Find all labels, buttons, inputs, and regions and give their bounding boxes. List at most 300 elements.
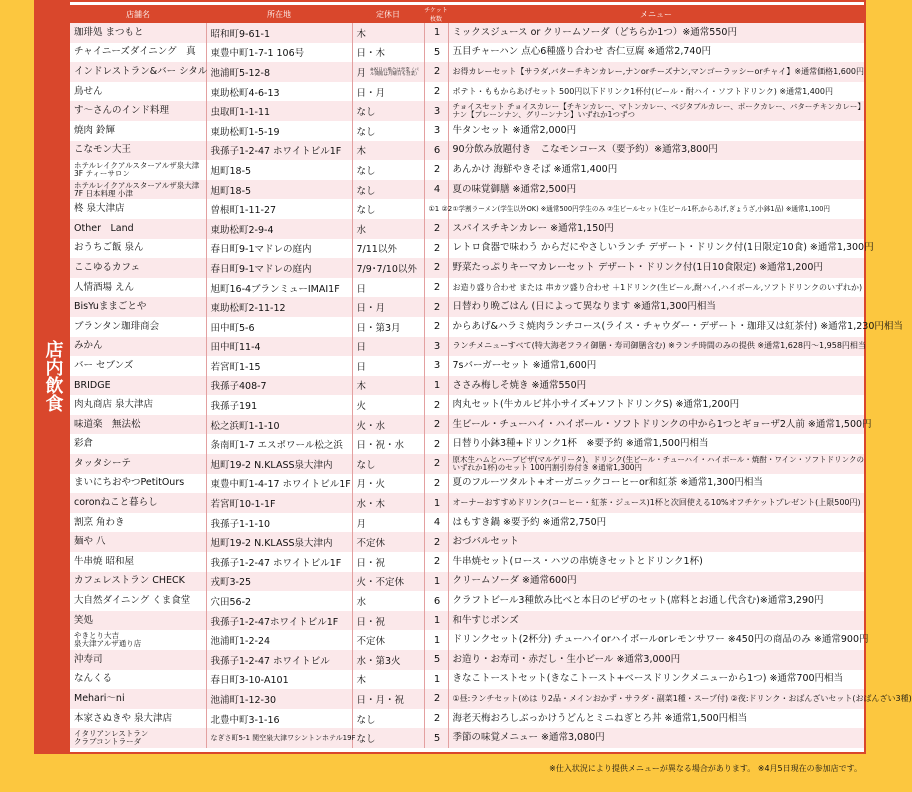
shop-address: 戎町3-25 — [206, 572, 352, 592]
shop-name-cell — [70, 376, 206, 396]
closed-day-text: 火 — [356, 401, 367, 413]
shop-name-cell — [70, 670, 206, 690]
shop-address: 旭町16-4ブランミューIMAI1F — [206, 278, 352, 298]
header-closed: 定休日 — [352, 5, 424, 23]
shop-name: 本家さぬきや 泉大津店 — [74, 712, 173, 724]
shop-name-cell — [70, 356, 206, 376]
table-row — [70, 62, 864, 82]
ticket-count: 2 — [424, 278, 448, 298]
menu-text: 夏の味覚御膳 ※通常2,500円 — [452, 183, 577, 195]
shop-name: カフェレストラン CHECK — [74, 575, 185, 587]
menu-cell — [448, 317, 903, 337]
shop-name: 肉丸商店 泉大津店 — [74, 399, 154, 411]
shop-address: 我孫子191 — [206, 395, 352, 415]
shop-address: 田中町11-4 — [206, 337, 352, 357]
shop-address: 田中町5-6 — [206, 317, 352, 337]
ticket-count: 6 — [424, 591, 448, 611]
closed-day-text: なし — [356, 205, 376, 217]
menu-text: お造り盛り合わせ または 串カツ盛り合わせ ＋1ドリンク(生ビール,酎ハイ,ハイボール,ソフトドリンクのいずれか) — [452, 282, 863, 292]
shop-closed-day — [352, 513, 424, 533]
table-row — [70, 630, 864, 650]
shop-address: 東助松町2-9-4 — [206, 219, 352, 239]
menu-text: からあげ&ハラミ焼肉ランチコース(ライス・チャウダー・デザート・珈琲又は紅茶付) ※通常1,230円相当 — [452, 320, 903, 332]
shop-address: 昭和町9-61-1 — [206, 23, 352, 43]
shop-name-cell — [70, 278, 206, 298]
shop-name-cell — [70, 219, 206, 239]
menu-text: 肉丸セット(牛カルビ丼小サイズ+ソフトドリンクS) ※通常1,200円 — [452, 399, 740, 411]
menu-cell — [448, 415, 872, 435]
closed-day-text: 木 — [356, 675, 367, 687]
menu-text: 日替り小鉢3種+ドリンク1杯 ※要予約 ※通常1,500円相当 — [452, 438, 709, 450]
menu-text: 生ビール・チューハイ・ハイボール・ソフトドリンクの中から1つとギョーザ2人前 ※通常1,500円 — [452, 418, 872, 430]
menu-cell — [448, 611, 864, 631]
menu-cell — [448, 591, 864, 611]
table-row — [70, 82, 864, 102]
shop-name: 大自然ダイニング くま食堂 — [74, 595, 191, 607]
shop-address: 春日町9-1マドレの庭内 — [206, 258, 352, 278]
menu-text: ミックスジュース or クリームソーダ（どちらか1つ）※通常550円 — [452, 26, 737, 38]
shop-name-cell — [70, 434, 206, 454]
shop-name: ホテルレイクアルスターアルザ泉大津 — [74, 180, 200, 190]
closed-day-text: 日・月・祝 — [356, 694, 405, 706]
shop-closed-day — [352, 160, 424, 180]
menu-text: ①昼:ランチセット(めは り2品・メインおかず・サラダ・副菜1種・スープ付) ②夜:ドリンク・おばんざいセット(おばんざい3種) — [452, 694, 912, 703]
shop-closed-day — [352, 493, 424, 513]
shop-address: 若宮町10-1-1F — [206, 493, 352, 513]
ticket-count: 1 — [424, 611, 448, 631]
ticket-count: 2 — [424, 454, 448, 474]
ticket-count: 3 — [424, 356, 448, 376]
menu-text: 野菜たっぷりキーマカレーセット デザート・ドリンク付(1日10食限定) ※通常1,200円 — [452, 261, 823, 273]
section-label: 店内飲食 — [42, 340, 64, 412]
menu-cell — [448, 670, 864, 690]
closed-day-text: なし — [356, 165, 376, 177]
shop-closed-day — [352, 591, 424, 611]
ticket-count: 3 — [424, 337, 448, 357]
shop-name: インドレストラン&バー シタル — [74, 66, 208, 77]
shop-name-cell — [70, 180, 206, 200]
ticket-count: 2 — [424, 239, 448, 259]
shop-closed-day — [352, 376, 424, 396]
closed-day-text: 木 — [356, 28, 367, 40]
menu-text: ①学割ラーメン(学生以外OK) ※通常500円学生のみ ②生ビールセット(生ビール1杯,からあげ,ぎょうざ,小鉢1品) ※通常1,100円 — [452, 205, 831, 214]
shop-name: 沖寿司 — [74, 653, 103, 665]
shop-name-cell — [70, 239, 206, 259]
menu-cell — [448, 728, 864, 748]
shop-name-cell — [70, 121, 206, 141]
ticket-count: 2 — [424, 62, 448, 82]
ticket-count: 5 — [424, 728, 448, 748]
shop-address: 旭町19-2 N.KLASS泉大津内 — [206, 454, 352, 474]
shop-name-line2: クラブコントラーダ — [74, 737, 142, 747]
ticket-count: 1 — [424, 493, 448, 513]
table-row — [70, 317, 864, 337]
shop-list-panel — [34, 0, 912, 754]
shop-closed-day — [352, 650, 424, 670]
table-row — [70, 434, 864, 454]
shop-name-cell — [70, 258, 206, 278]
shop-name-cell — [70, 337, 206, 357]
table-row — [70, 395, 864, 415]
shop-name-cell — [70, 513, 206, 533]
shop-name-cell — [70, 82, 206, 102]
menu-text: はもすき鍋 ※要予約 ※通常2,750円 — [452, 516, 607, 528]
ticket-count: 1 — [424, 670, 448, 690]
shop-name-cell — [70, 474, 206, 494]
shop-address: 旭町19-2 N.KLASS泉大津内 — [206, 532, 352, 552]
table-row — [70, 278, 864, 298]
shop-address: 条南町1-7 エスポワール松之浜 — [206, 434, 352, 454]
shop-closed-day — [352, 258, 424, 278]
header-name: 店舗名 — [70, 5, 206, 23]
ticket-count: 3 — [424, 121, 448, 141]
menu-text-line2: ナン【プレーンナン、グリーンナン】いずれか1つずつ — [452, 110, 635, 120]
table-row — [70, 532, 864, 552]
closed-day-text: 水・木 — [356, 499, 386, 511]
shop-closed-day — [352, 121, 424, 141]
menu-cell — [448, 121, 864, 141]
menu-cell — [448, 180, 864, 200]
header-address: 所在地 — [206, 5, 352, 23]
closed-day-text: 7/11以外 — [356, 244, 397, 256]
menu-cell — [448, 82, 864, 102]
table-row — [70, 141, 864, 161]
closed-day-text: 日・祝・水 — [356, 440, 405, 452]
shop-name-cell — [70, 160, 206, 180]
shop-name: 牛串焼 昭和屋 — [74, 555, 135, 567]
shop-address: 我孫子1-2-47ホワイトビル1F — [206, 611, 352, 631]
menu-cell — [448, 572, 864, 592]
table-row — [70, 43, 864, 63]
ticket-count: 2 — [424, 219, 448, 239]
menu-cell — [448, 199, 864, 219]
table-row — [70, 572, 864, 592]
table-row — [70, 591, 864, 611]
shop-closed-day — [352, 278, 424, 298]
shop-name: 彩倉 — [74, 438, 94, 450]
closed-day-text: 火・不定休 — [356, 577, 405, 589]
menu-cell — [448, 219, 864, 239]
shop-name-cell — [70, 591, 206, 611]
shop-name: 味道楽 無法松 — [74, 418, 141, 430]
menu-text: レトロ食器で味わう からだにやさしいランチ デザート・ドリンク付(1日限定10食) ※通常1,300円 — [452, 242, 874, 254]
shop-closed-day — [352, 23, 424, 43]
menu-text: ドリンクセット(2杯分) チューハイorハイボールorレモンサワー ※450円の商品のみ ※通常900円 — [452, 634, 869, 646]
ticket-count: 2 — [424, 434, 448, 454]
shop-name: coronねこと暮らし — [74, 497, 158, 509]
menu-text: 7sバーガーセット ※通常1,600円 — [452, 359, 597, 371]
closed-day-text: 日・木 — [356, 48, 386, 60]
menu-cell — [448, 395, 864, 415]
shop-name-cell — [70, 43, 206, 63]
menu-text: ランチメニューすべて(特大海老フライ御膳・寿司御膳含む) ※ランチ時間のみの提供 ※通常1,628円〜1,958円相当 — [452, 341, 866, 351]
closed-day-text: 火・水 — [356, 420, 386, 432]
shop-name-cell — [70, 532, 206, 552]
shop-closed-day — [352, 415, 424, 435]
shop-address: 我孫子1-2-47 ホワイトビル1F — [206, 552, 352, 572]
shop-closed-day — [352, 199, 424, 219]
menu-text: 五目チャーハン 点心6種盛り合わせ 杏仁豆腐 ※通常2,740円 — [452, 46, 712, 58]
table-row — [70, 689, 864, 709]
closed-day-text: なし — [356, 734, 376, 746]
menu-text: 夏のフルーツタルト+オーガニックコーヒーor和紅茶 ※通常1,300円相当 — [452, 477, 763, 489]
closed-day-text: 日・月 — [356, 87, 386, 99]
menu-text: 季節の味覚メニュー ※通常3,080円 — [452, 732, 605, 744]
shop-name: 人情酒場 えん — [74, 281, 135, 293]
shop-address: 池浦町5-12-8 — [206, 62, 352, 82]
shop-name: まいにちおやつPetitOurs — [74, 477, 185, 489]
menu-text: 原木生ハムとハーブピザ(マルゲリータ)、ドリンク(生ビール・チューハイ・ハイボール・焼酎・ワイン・ソフトドリンクの — [452, 454, 865, 464]
shop-name-cell — [70, 395, 206, 415]
shop-address: 東助松町2-11-12 — [206, 297, 352, 317]
menu-text: 和牛すじポンズ — [452, 614, 519, 626]
shop-address: 東豊中町1-7-1 106号 — [206, 43, 352, 63]
shop-address: 若宮町1-15 — [206, 356, 352, 376]
shop-name-line2: 3F ティーサロン — [74, 168, 130, 178]
shop-name-cell — [70, 141, 206, 161]
shop-name: ここゆるカフェ — [74, 261, 141, 273]
ticket-count: 1 — [424, 572, 448, 592]
shop-name-cell — [70, 199, 206, 219]
shop-name-cell — [70, 689, 206, 709]
shop-name-cell — [70, 101, 206, 121]
menu-text: オーナーおすすめドリンク(コーヒー・紅茶・ジュース)1杯と次回使える10%オフチケットプレゼント(上限500円) — [452, 498, 861, 508]
shop-closed-day — [352, 180, 424, 200]
shop-address: 我孫子1-2-47 ホワイトビル1F — [206, 141, 352, 161]
table-row — [70, 297, 864, 317]
table-row — [70, 415, 864, 435]
menu-cell — [448, 474, 864, 494]
shop-table — [70, 5, 912, 748]
ticket-count: 2 — [424, 689, 448, 709]
menu-text: ささみ梅しそ焼き ※通常550円 — [452, 379, 587, 391]
closed-day-text: なし — [356, 459, 376, 471]
menu-cell — [448, 689, 912, 709]
shop-name: おうちご飯 泉ん — [74, 242, 144, 254]
closed-day-text: 日 — [356, 283, 367, 295]
shop-name: バー セブンズ — [74, 359, 134, 371]
menu-cell — [448, 239, 874, 259]
ticket-count: 5 — [424, 650, 448, 670]
shop-closed-day — [352, 532, 424, 552]
shop-name-cell — [70, 630, 206, 650]
closed-day-text: 日 — [356, 361, 367, 373]
menu-text: あんかけ 海鮮やきそば ※通常1,400円 — [452, 163, 618, 175]
ticket-count: 3 — [424, 101, 448, 121]
shop-closed-day — [352, 709, 424, 729]
closed-day-note: ※祝日の場合は営業（パル開館は月曜日も営業） — [370, 67, 420, 78]
closed-day-text: 水 — [356, 597, 367, 609]
ticket-count: 4 — [424, 513, 448, 533]
shop-name: 笑処 — [74, 614, 94, 626]
shop-closed-day — [352, 434, 424, 454]
shop-closed-day — [352, 474, 424, 494]
menu-cell — [448, 356, 864, 376]
shop-address: 虫取町1-1-11 — [206, 101, 352, 121]
shop-address: 春日町3-10-A101 — [206, 670, 352, 690]
shop-name: 焼肉 鈴輝 — [74, 124, 116, 136]
shop-name: タッタシーテ — [74, 457, 132, 469]
shop-closed-day — [352, 297, 424, 317]
shop-address: なぎさ町5-1 関空泉大津ワシントンホテル19F — [206, 728, 352, 748]
menu-cell — [448, 101, 864, 121]
shop-closed-day — [352, 689, 424, 709]
table-row — [70, 199, 864, 219]
ticket-count: 2 — [424, 552, 448, 572]
menu-text-line2: いずれか1杯)のセット 100円割引券付き ※通常1,300円 — [452, 462, 643, 472]
shop-address: 春日町9-1マドレの庭内 — [206, 239, 352, 259]
closed-day-text: 木 — [356, 381, 367, 393]
menu-text: おづバルセット — [452, 536, 519, 548]
ticket-count: 2 — [424, 258, 448, 278]
ticket-count: 2 — [424, 82, 448, 102]
closed-day-text: 水・第3火 — [356, 655, 401, 667]
closed-day-text: なし — [356, 185, 376, 197]
shop-address: 池浦町1-2-24 — [206, 630, 352, 650]
shop-name: す〜さんのインド料理 — [74, 105, 170, 117]
table-row — [70, 670, 864, 690]
shop-closed-day — [352, 141, 424, 161]
menu-text: お造り・お寿司・赤だし・生小ビール ※通常3,000円 — [452, 653, 681, 665]
shop-name-cell — [70, 572, 206, 592]
closed-day-text: 月・火 — [356, 479, 386, 491]
shop-address: 北豊中町3-1-16 — [206, 709, 352, 729]
ticket-count: 2 — [424, 532, 448, 552]
shop-address: 曽根町1-11-27 — [206, 199, 352, 219]
ticket-count: 2 — [424, 297, 448, 317]
closed-day-text: 月 — [356, 67, 367, 79]
ticket-count: 1 — [424, 23, 448, 43]
shop-closed-day — [352, 670, 424, 690]
menu-text: クリームソーダ ※通常600円 — [452, 575, 577, 587]
closed-day-text: 不定休 — [356, 538, 386, 550]
menu-cell — [448, 337, 864, 357]
table-row — [70, 121, 864, 141]
shop-closed-day — [352, 219, 424, 239]
shop-name-cell — [70, 611, 206, 631]
shop-closed-day — [352, 395, 424, 415]
closed-day-text: なし — [356, 126, 376, 138]
menu-cell — [448, 513, 864, 533]
menu-text: 牛串焼セット(ロース・ハツの串焼きセットとドリンク1杯) — [452, 555, 703, 567]
shop-name-line2: 泉大津アルザ通り店 — [74, 639, 142, 649]
table-row — [70, 239, 864, 259]
closed-day-text: 不定休 — [356, 636, 386, 648]
table-row — [70, 493, 864, 513]
table-row — [70, 728, 864, 748]
closed-day-text: 木 — [356, 146, 367, 158]
header-menu: メニュー — [448, 5, 864, 23]
shop-name: なんくる — [74, 673, 113, 685]
shop-closed-day — [352, 337, 424, 357]
menu-text: お得カレーセット【サラダ,バターチキンカレー,ナンorチーズナン,マンゴーラッシーorチャイ】※通常価格1,600円 — [452, 67, 865, 76]
menu-cell — [448, 297, 864, 317]
shop-name: チャイニーズダイニング 真 — [74, 46, 196, 58]
shop-name: みかん — [74, 340, 103, 352]
header-tickets: チケット枚数 — [424, 7, 448, 23]
shop-closed-day — [352, 572, 424, 592]
shop-address: 旭町18-5 — [206, 180, 352, 200]
shop-name-cell — [70, 62, 206, 82]
shop-name: 珈琲処 まつもと — [74, 26, 144, 38]
table-row — [70, 180, 864, 200]
ticket-count: 2 — [424, 317, 448, 337]
closed-day-text: 日 — [356, 342, 367, 354]
menu-cell — [448, 532, 864, 552]
shop-closed-day — [352, 62, 424, 82]
shop-name: Mehari〜ni — [74, 693, 125, 704]
closed-day-text: 日・第3月 — [356, 322, 401, 334]
shop-closed-day — [352, 317, 424, 337]
menu-cell — [448, 258, 864, 278]
shop-closed-day — [352, 728, 424, 748]
ticket-count: 2 — [424, 415, 448, 435]
closed-day-text: 7/9･7/10以外 — [356, 263, 417, 275]
ticket-count: 2 — [424, 395, 448, 415]
table-row — [70, 376, 864, 396]
shop-name: ブランタン珈琲商会 — [74, 320, 160, 332]
shop-name: 鳥せん — [74, 85, 103, 97]
table-row — [70, 160, 864, 180]
shop-closed-day — [352, 101, 424, 121]
closed-day-text: なし — [356, 107, 376, 119]
menu-cell — [448, 552, 864, 572]
footnote: ※仕入状況により提供メニューが異なる場合があります。 ※4月5日現在の参加店です。 — [549, 764, 862, 773]
shop-name-cell — [70, 23, 206, 43]
shop-name-line2: 7F 日本料理 小津 — [74, 188, 133, 198]
ticket-count: 4 — [424, 180, 448, 200]
closed-day-text: 水 — [356, 224, 367, 236]
menu-text: 日替わり晩ごはん (日によって異なります ※通常1,300円相当 — [452, 301, 716, 313]
shop-address: 我孫子1-2-47 ホワイトビル — [206, 650, 352, 670]
ticket-count: 2 — [424, 160, 448, 180]
table-row — [70, 454, 864, 474]
shop-closed-day — [352, 356, 424, 376]
menu-text: ポテト・ももからあげセット 500円以下ドリンク1杯付(ビール・酎ハイ・ソフトドリンク) ※通常1,400円 — [452, 86, 833, 96]
table-row — [70, 474, 864, 494]
shop-closed-day — [352, 552, 424, 572]
ticket-count: ①1 ②2 — [424, 199, 448, 219]
shop-closed-day — [352, 611, 424, 631]
table-row — [70, 709, 864, 729]
menu-text: クラフトビール3種飲み比べと本日のピザのセット(席料とお通し代含む)※通常3,290円 — [452, 595, 824, 607]
shop-name: Other Land — [74, 222, 134, 234]
shop-closed-day — [352, 454, 424, 474]
menu-cell — [448, 376, 864, 396]
closed-day-text: なし — [356, 714, 376, 726]
shop-address: 東助松町4-6-13 — [206, 82, 352, 102]
table-row — [70, 219, 864, 239]
shop-name: BisYuままごとや — [74, 301, 147, 313]
ticket-count: 5 — [424, 43, 448, 63]
shop-name: 麺や 八 — [74, 536, 106, 548]
shop-address: 東豊中町1-4-17 ホワイトビル1F — [206, 474, 352, 494]
menu-cell — [448, 493, 864, 513]
table-row — [70, 513, 864, 533]
menu-cell — [448, 23, 864, 43]
closed-day-text: 日・祝 — [356, 557, 386, 569]
shop-closed-day — [352, 82, 424, 102]
menu-text: 90分飲み放題付き こなモンコース（要予約）※通常3,800円 — [452, 144, 718, 156]
shop-name-cell — [70, 297, 206, 317]
shop-name: こなモン大王 — [74, 144, 132, 156]
shop-name-cell — [70, 728, 206, 748]
shop-address: 旭町18-5 — [206, 160, 352, 180]
shop-name: イタリアンレストラン — [74, 729, 149, 739]
shop-address: 東助松町1-5-19 — [206, 121, 352, 141]
menu-cell — [448, 709, 864, 729]
table-row — [70, 650, 864, 670]
